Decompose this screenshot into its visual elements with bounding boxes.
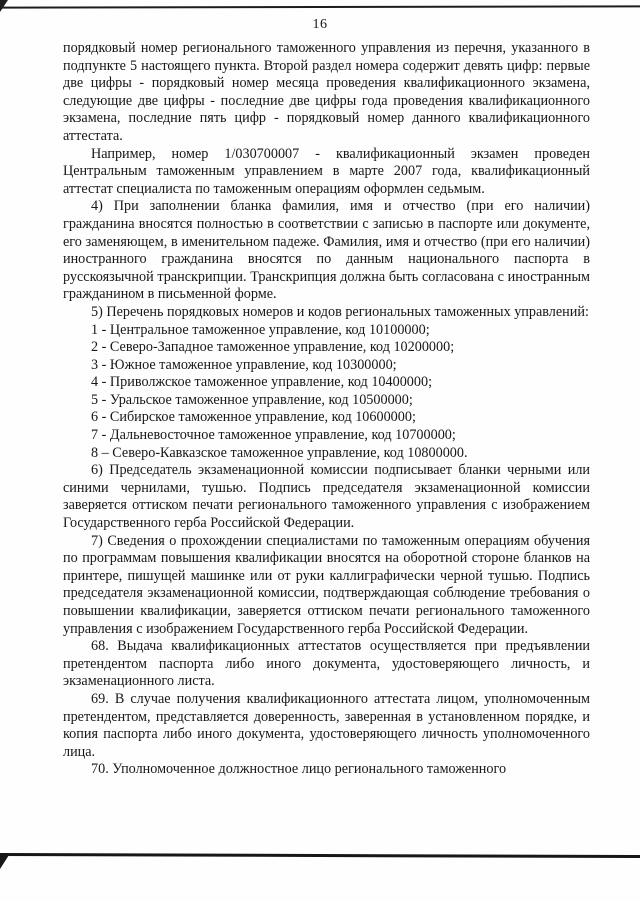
paragraph: 7) Сведения о прохождении специалистами по таможенным операциям обучения по программам повышения квалификации вносятся на оборотной стороне бланков на принтере, пишущей машинке или от руки каллиграфически черной тушью. Подпись председателя экзаменационной комиссии, подтверждающая соблюдение требования о повышении квалификации, заверяется оттиском печати регионального таможенного управления с изображением Государственного герба Российской Федерации.	[63, 532, 590, 637]
paragraph: 68. Выдача квалификационных аттестатов осуществляется при предъявлении претендентом паспорта либо иного документа, удостоверяющего личность, и экзаменационного листа.	[63, 638, 590, 690]
scan-artifact-bottom-line	[0, 853, 640, 858]
paragraph: 6) Председатель экзаменационной комиссии подписывает бланки черными или синими чернилами, тушью. Подпись председателя экзаменационной комиссии заверяется оттиском печати регионального таможенного управления с изображением Государственного герба Российской Федерации.	[63, 462, 590, 532]
paragraph: 4 - Приволжское таможенное управление, код 10400000;	[91, 374, 433, 391]
paragraph: Например, номер 1/030700007 - квалификационный экзамен проведен Центральным таможенным управлением в марте 2007 года, квалификационный аттестат специалиста по таможенным операциям оформлен седьмым.	[63, 145, 590, 197]
paragraph: 5) Перечень порядковых номеров и кодов региональных таможенных управлений:	[91, 303, 589, 320]
paragraph: 7 - Дальневосточное таможенное управление, код 10700000;	[91, 427, 456, 444]
paragraph: 3 - Южное таможенное управление, код 10300000;	[91, 356, 397, 373]
paragraph: порядковый номер регионального таможенного управления из перечня, указанного в подпункте 5 настоящего пункта. Второй раздел номера содержит девять цифр: первые две цифры - порядковый номер месяца проведения квалификационного экзамена, следующие две цифры - последние две цифры года проведения квалификационного экзамена, последние пять цифр - порядковый номер данного квалификационного аттестата.	[63, 40, 590, 144]
paragraph: 4) При заполнении бланка фамилия, имя и отчество (при его наличии) гражданина вносятся полностью в соответствии с записью в паспорте или документе, его заменяющем, в именительном падеже. Фамилия, имя и отчество (при его наличии) иностранного гражданина вносятся по данным национального паспорта в русскоязычной транскрипции. Транскрипция должна быть согласована с иностранным гражданином в письменной форме.	[63, 198, 590, 303]
scan-artifact-corner-bottom-left	[0, 855, 9, 869]
paragraph: 8 – Северо-Кавказское таможенное управление, код 10800000.	[91, 444, 468, 461]
paragraph: 5 - Уральское таможенное управление, код 10500000;	[91, 391, 413, 408]
paragraph: 6 - Сибирское таможенное управление, код 10600000;	[91, 409, 416, 426]
scan-artifact-top-line	[0, 5, 640, 8]
paragraph: 2 - Северо-Западное таможенное управление, код 10200000;	[91, 339, 455, 356]
paragraph: 69. В случае получения квалификационного аттестата лицом, уполномоченным претендентом, представляется доверенность, заверенная в установленном порядке, и копия паспорта либо иного документа, удостоверяющего личность уполномоченного лица.	[63, 690, 590, 760]
document-text	[63, 40, 590, 779]
paragraph: 1 - Центральное таможенное управление, код 10100000;	[91, 321, 430, 338]
paragraph: 70. Уполномоченное должностное лицо регионального таможенного	[91, 761, 507, 778]
page-number: 16	[312, 17, 328, 32]
